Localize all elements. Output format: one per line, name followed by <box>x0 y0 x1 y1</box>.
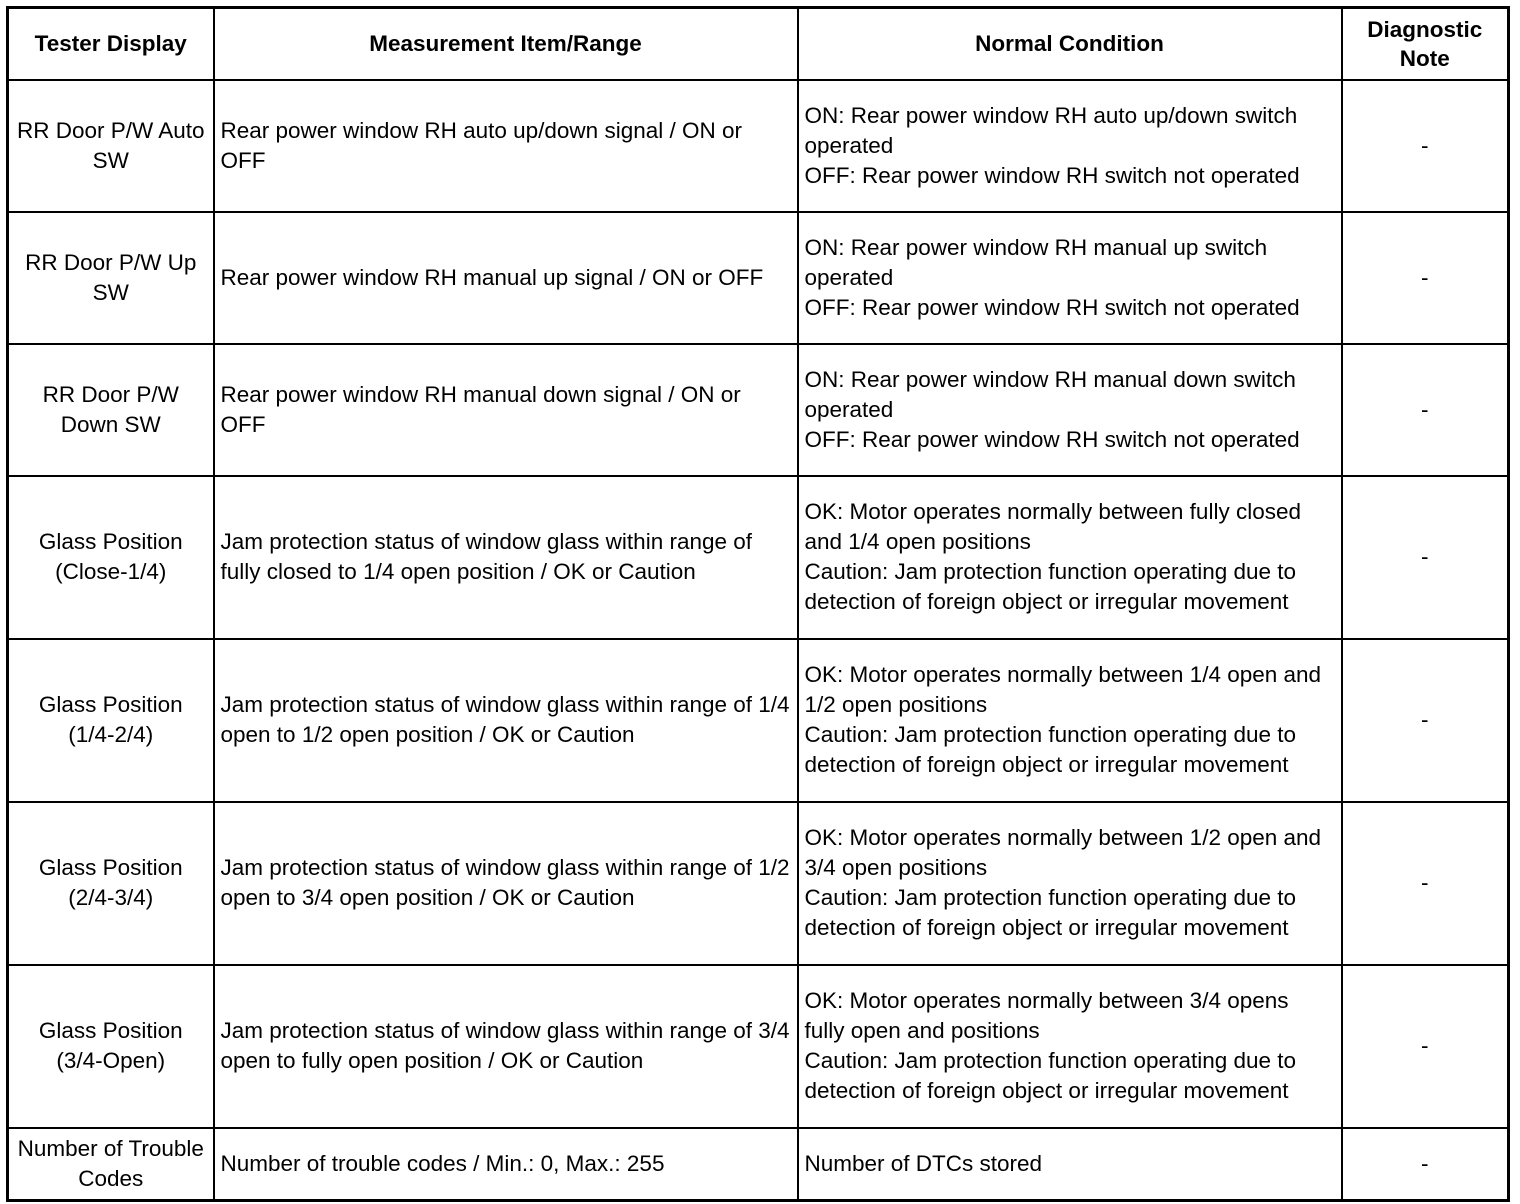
normal-condition-on: ON: Rear power window RH auto up/down switch operated <box>804 102 1298 158</box>
diagnostic-note-cell: - <box>1342 344 1509 476</box>
header-diagnostic-note: Diagnostic Note <box>1342 8 1509 80</box>
normal-condition-caution: Caution: Jam protection function operating due to detection of foreign object or irregular movement <box>804 559 1297 614</box>
normal-condition-off: OFF: Rear power window RH switch not operated <box>804 162 1300 188</box>
measurement-cell: Jam protection status of window glass within range of 1/2 open to 3/4 open position / OK or Caution <box>214 802 798 965</box>
measurement-cell: Jam protection status of window glass within range of 3/4 open to fully open position / OK or Caution <box>214 965 798 1128</box>
diagnostic-note-cell: - <box>1342 1128 1509 1201</box>
tester-display-cell: Glass Position (1/4-2/4) <box>8 639 214 802</box>
table-row <box>8 965 1509 1128</box>
normal-condition-cell <box>798 965 1342 1128</box>
tester-display-cell: RR Door P/W Auto SW <box>8 80 214 212</box>
diagnostic-note-cell: - <box>1342 965 1509 1128</box>
tester-display-cell: Glass Position (Close-1/4) <box>8 476 214 639</box>
normal-condition-cell <box>798 212 1342 344</box>
measurement-cell: Jam protection status of window glass within range of fully closed to 1/4 open position / OK or Caution <box>214 476 798 639</box>
header-tester-display: Tester Display <box>8 8 214 80</box>
normal-condition-cell <box>798 476 1342 639</box>
normal-condition-cell <box>798 639 1342 802</box>
table-row <box>8 344 1509 476</box>
measurement-cell: Rear power window RH manual up signal / ON or OFF <box>214 212 798 344</box>
normal-condition-off: OFF: Rear power window RH switch not operated <box>804 426 1300 452</box>
table-row <box>8 802 1509 965</box>
diagnostic-note-cell: - <box>1342 802 1509 965</box>
normal-condition-off: OFF: Rear power window RH switch not operated <box>804 294 1300 320</box>
table-row <box>8 1128 1509 1201</box>
table-row <box>8 639 1509 802</box>
normal-condition-cell <box>798 1128 1342 1201</box>
measurement-cell: Number of trouble codes / Min.: 0, Max.: 255 <box>214 1128 798 1201</box>
tester-display-cell: RR Door P/W Down SW <box>8 344 214 476</box>
tester-display-cell: Number of Trouble Codes <box>8 1128 214 1201</box>
normal-condition-caution: Caution: Jam protection function operating due to detection of foreign object or irregular movement <box>804 1048 1297 1103</box>
table-row <box>8 212 1509 344</box>
normal-condition-ok: OK: Motor operates normally between 1/2 open and 3/4 open positions <box>804 825 1322 880</box>
normal-condition-cell <box>798 80 1342 212</box>
table-row <box>8 476 1509 639</box>
measurement-cell: Rear power window RH auto up/down signal / ON or OFF <box>214 80 798 212</box>
normal-condition-ok: OK: Motor operates normally between fully closed and 1/4 open positions <box>804 499 1301 554</box>
tester-display-cell: Glass Position (2/4-3/4) <box>8 802 214 965</box>
diagnostic-note-cell: - <box>1342 80 1509 212</box>
normal-condition-on: ON: Rear power window RH manual up switch operated <box>804 234 1268 290</box>
diagnostic-data-table <box>6 6 1510 1202</box>
diagnostic-note-cell: - <box>1342 212 1509 344</box>
diagnostic-note-cell: - <box>1342 476 1509 639</box>
diagnostic-note-cell: - <box>1342 639 1509 802</box>
table-header-row <box>8 8 1509 80</box>
header-normal-condition: Normal Condition <box>798 8 1342 80</box>
normal-condition-cell <box>798 802 1342 965</box>
normal-condition-caution: Caution: Jam protection function operating due to detection of foreign object or irregular movement <box>804 885 1297 940</box>
normal-condition-caution: Caution: Jam protection function operating due to detection of foreign object or irregular movement <box>804 722 1297 777</box>
normal-condition-ok: OK: Motor operates normally between 3/4 opens fully open and positions <box>804 988 1289 1043</box>
header-measurement: Measurement Item/Range <box>214 8 798 80</box>
normal-condition-ok: OK: Motor operates normally between 1/4 open and 1/2 open positions <box>804 662 1322 717</box>
measurement-cell: Jam protection status of window glass within range of 1/4 open to 1/2 open position / OK or Caution <box>214 639 798 802</box>
table-row <box>8 80 1509 212</box>
normal-condition-on: ON: Rear power window RH manual down switch operated <box>804 366 1296 422</box>
tester-display-cell: RR Door P/W Up SW <box>8 212 214 344</box>
normal-condition-cell <box>798 344 1342 476</box>
normal-condition-text: Number of DTCs stored <box>804 1150 1043 1176</box>
tester-display-cell: Glass Position (3/4-Open) <box>8 965 214 1128</box>
measurement-cell: Rear power window RH manual down signal / ON or OFF <box>214 344 798 476</box>
